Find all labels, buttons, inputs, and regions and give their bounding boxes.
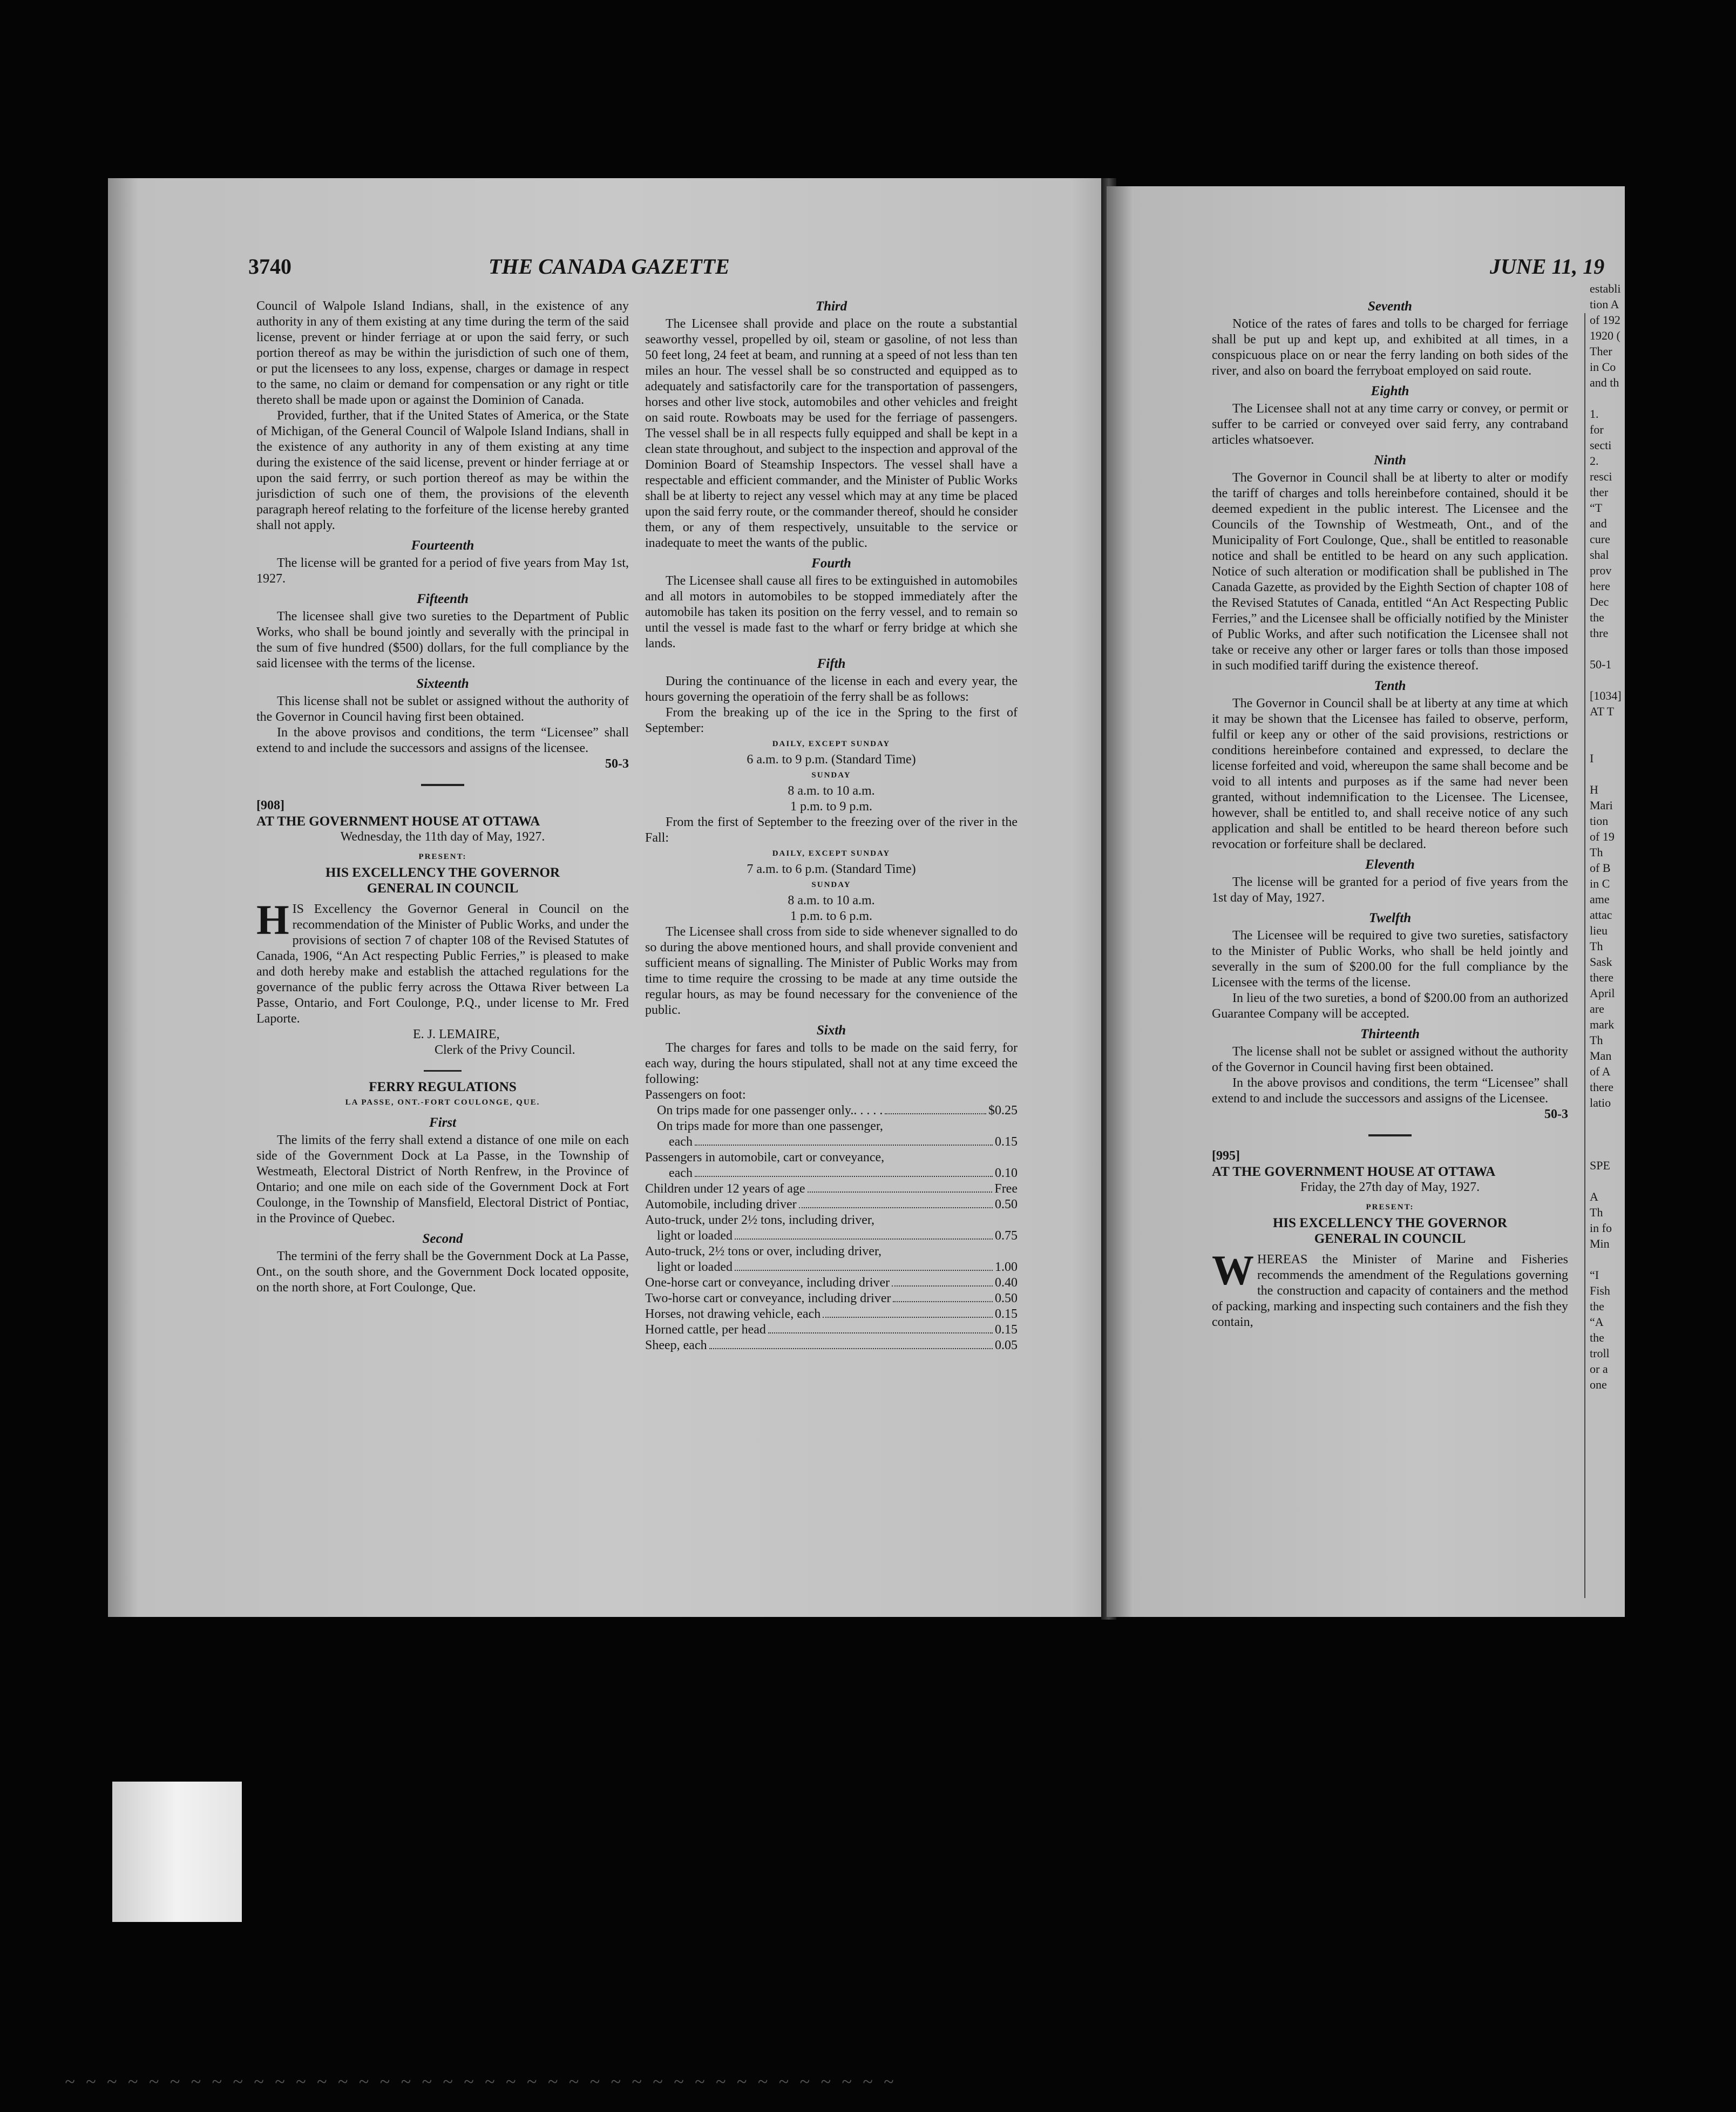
fee-row (645, 1197, 1018, 1213)
fragment-line: Man (1590, 1049, 1612, 1062)
fee-value: Free (994, 1182, 1018, 1196)
page-date: JUNE 11, 19 (1490, 254, 1605, 279)
leader-dots (893, 1291, 993, 1302)
fragment-line: “T (1590, 501, 1603, 515)
fragment-line: Ther (1590, 344, 1612, 358)
fee-label: On trips made for more than one passenger, (657, 1119, 883, 1133)
fragment-line: latio (1590, 1096, 1611, 1109)
paragraph: The Governor in Council shall be at liberty to alter or modify the tariff of charges and tolls hereinbefore contained, should it be deemed expedient in the public interest. The Licensee and the Councils of the Township of Westmeath, Ont., and of the Municipality of Fort Coulonge, Que., shall be entitled to reasonable notice and shall be entitled to be heard on any such application. Notice of such alteration or modification shall be published in The Canada Gazette, as provided by the Eighth Section of chapter 108 of the Revised Statutes of Canada, entitled “An Act Respecting Public Ferries,” and the Licensee shall be officially notified by the Minister of Public Works, and after such notification the Licensee shall not take or receive any other or larger fares or tolls than those imposed in such modified tariff during the existence thereof. (1212, 471, 1568, 673)
fragment-line: one (1590, 1378, 1607, 1391)
drop-cap: W (1212, 1247, 1254, 1294)
fragment-line: in Co (1590, 360, 1616, 374)
paragraph: From the breaking up of the ice in the Spring to the first of September: (645, 706, 1018, 735)
section-heading: Ninth (1374, 453, 1406, 468)
section-heading: Sixteenth (416, 676, 469, 691)
fee-value: 0.15 (995, 1323, 1018, 1337)
column-1 (256, 299, 629, 1296)
fragment-line: Fish (1590, 1284, 1610, 1297)
fee-row (645, 1103, 1018, 1119)
fragment-line: of 19 (1590, 830, 1615, 843)
section-heading: Fifteenth (417, 592, 469, 606)
fee-row (645, 1228, 1018, 1244)
leader-dots (768, 1322, 993, 1333)
fragment-line: of 192 (1590, 313, 1620, 327)
schedule-label: DAILY, EXCEPT SUNDAY (772, 849, 891, 858)
fee-row (645, 1260, 1018, 1275)
fragment-line: [1034] (1590, 689, 1622, 702)
fragment-line: of A (1590, 1065, 1611, 1078)
fee-value: 1.00 (995, 1260, 1018, 1274)
reference-number: 50-3 (605, 757, 629, 771)
fragment-line: mark (1590, 1018, 1615, 1031)
fragment-line: lieu (1590, 924, 1608, 937)
reference-number: 50-3 (1544, 1107, 1568, 1121)
fragment-line: the (1590, 611, 1604, 624)
fee-label: Two-horse cart or conveyance, including driver (645, 1291, 891, 1305)
fee-value: 0.75 (995, 1229, 1018, 1243)
schedule-hours: 8 a.m. to 10 a.m. (788, 784, 875, 798)
fragment-line: Th (1590, 1206, 1603, 1219)
section-heading: Fourth (811, 556, 851, 571)
fee-label: Automobile, including driver (645, 1197, 797, 1211)
schedule-hours: 7 a.m. to 6 p.m. (Standard Time) (747, 862, 916, 876)
fragment-line: prov (1590, 564, 1612, 577)
fragment-line: AT T (1590, 705, 1615, 718)
divider (421, 784, 464, 786)
paragraph: The Licensee shall cross from side to side whenever signalled to do so during the above mentioned hours, and shall provide convenient and sufficient means of signalling. The Minister of Public Works may from time to time require the crossing to be made at any time outside the regular hours, as may be found necessary for the convenience of the public. (645, 925, 1018, 1017)
fee-value: 0.15 (995, 1135, 1018, 1149)
leader-dots (695, 1134, 993, 1146)
regulations-subtitle: LA PASSE, ONT.-FORT COULONGE, QUE. (345, 1098, 540, 1107)
fragment-line: of B (1590, 861, 1611, 875)
section-heading: Thirteenth (1360, 1027, 1420, 1041)
fragment-line: Sask (1590, 955, 1612, 969)
paragraph: This license shall not be sublet or assigned without the authority of the Governor in Council having first been obtained. (256, 694, 629, 724)
fee-label: Horned cattle, per head (645, 1323, 766, 1337)
fragment-line: thre (1590, 626, 1609, 640)
page-number: 3740 (248, 254, 291, 279)
fragment-line: “A (1590, 1315, 1604, 1329)
paragraph: Provided, further, that if the United States of America, or the State of Michigan, of the General Council of Walpole Island Indians, shall in the existence of any authority in any of them existing at any time during the existence of the said license, prevent or hinder ferriage at or upon the said ferrry, or such portion thereof as may be within the jurisdiction of such one of them, the provisions of the eleventh paragraph hereof relating to the forfeiture of the license hereby granted shall not apply. (256, 409, 629, 532)
fragment-line (1590, 766, 1622, 782)
section-heading: Sixth (816, 1023, 846, 1038)
notice-number: [908] (256, 798, 284, 813)
fee-label: each (669, 1135, 693, 1149)
fee-value: $0.25 (988, 1104, 1018, 1118)
paragraph: The termini of the ferry shall be the Government Dock at La Passe, Ont., on the south shore, and the Government Dock located opposite, on the north shore, at Fort Coulonge, Que. (256, 1249, 629, 1295)
paragraph: The Licensee shall not at any time carry or convey, or permit or suffer to be carried or conveyed over said ferry, any contraband articles whatsoever. (1212, 402, 1568, 447)
fragment-line: tion A (1590, 297, 1619, 311)
section-heading: Eleventh (1365, 857, 1415, 872)
fragment-line: I (1590, 752, 1594, 765)
paragraph: In the above provisos and conditions, the term “Licensee” shall extend to and include the successors and assigns of the licensee. (256, 726, 629, 755)
whereas-paragraph (1212, 1247, 1568, 1330)
fragment-line (1590, 1126, 1622, 1142)
fragment-line: SPE (1590, 1159, 1610, 1172)
fee-label: Sheep, each (645, 1338, 707, 1352)
paragraph: Council of Walpole Island Indians, shall, in the existence of any authority in any of them existing at any time during the term of the said license, prevent or hinder ferriage at or upon the said ferry, or such portion thereof as may be within the jurisdiction of such one of them, or put the licensees to any loss, expense, charges or damage in respect to the same, no claim or demand for compensation or any right or title thereto shall be made upon or against the Dominion of Canada. (256, 299, 629, 407)
fragment-line: Th (1590, 845, 1603, 859)
fee-row (645, 1322, 1018, 1338)
leader-dots (735, 1260, 993, 1271)
leader-dots (823, 1307, 993, 1318)
fee-value: 0.40 (995, 1276, 1018, 1290)
fragment-line: tion (1590, 814, 1609, 828)
fee-label: On trips made for one passenger only.. . . . . (657, 1104, 883, 1118)
section-heading: Twelfth (1368, 911, 1412, 925)
regulations-title: FERRY REGULATIONS (369, 1080, 517, 1094)
paragraph: In lieu of the two sureties, a bond of $200.00 from an authorized Guarantee Company will be accepted. (1212, 991, 1568, 1021)
leader-dots (885, 1103, 986, 1114)
paragraph: During the continuance of the license in each and every year, the hours governing the operatioin of the ferry shall be as follows: (645, 674, 1018, 704)
fragment-line: Dec (1590, 595, 1609, 608)
fragment-line: or a (1590, 1362, 1608, 1376)
governor-heading-2: GENERAL IN COUNCIL (1314, 1231, 1466, 1246)
fees-heading: Passengers on foot: (645, 1088, 746, 1102)
paragraph: In the above provisos and conditions, the term “Licensee” shall extend to and include the successors and assigns of the Licensee. (1212, 1076, 1568, 1106)
paragraph: The charges for fares and tolls to be made on the said ferry, for each way, during the hours stipulated, shall not at any time exceed the following: (645, 1041, 1018, 1086)
fee-value: 0.10 (995, 1166, 1018, 1180)
section-heading: Tenth (1374, 679, 1406, 693)
fragment-line: there (1590, 1080, 1613, 1094)
fee-label: One-horse cart or conveyance, including driver (645, 1276, 890, 1290)
fragment-line: there (1590, 971, 1613, 984)
section-heading: Eighth (1371, 384, 1409, 398)
whereas-text: HEREAS the Minister of Marine and Fisheries recommends the amendment of the Regulations governing the construction and capacity of containers and the method of packing, marking and inspecting such containers and the fish they contain, (1212, 1253, 1568, 1329)
section-heading: Third (815, 299, 847, 314)
order-text: IS Excellency the Governor General in Council on the recommendation of the Minister of Public Works, and under the provisions of section 7 of chapter 108 of the Revised Statutes of Canada, 1906, “An Act respecting Public Ferries,” is pleased to make and doth hereby make and establish the attached regulations for the governance of the public ferry across the Ottawa River between La Passe, Ontario, and Fort Coulonge, P.Q., under license to Mr. Fred Laporte. (256, 902, 629, 1026)
section-heading: Fourteenth (411, 538, 474, 553)
bottom-scribble: ~ ~ ~ ~ ~ ~ ~ ~ ~ ~ ~ ~ ~ ~ ~ ~ ~ ~ ~ ~ ~ ~ ~ ~ ~ ~ ~ ~ ~ ~ ~ ~ ~ ~ ~ ~ ~ ~ ~ ~ (65, 2072, 897, 2092)
fragment-line: and (1590, 517, 1607, 530)
page-title: THE CANADA GAZETTE (489, 254, 730, 279)
present-label: PRESENT: (1366, 1203, 1414, 1211)
fee-label: Horses, not drawing vehicle, each (645, 1307, 821, 1321)
notice-number: [995] (1212, 1149, 1240, 1163)
schedule-hours: 6 a.m. to 9 p.m. (Standard Time) (747, 753, 916, 767)
paragraph: The Governor in Council shall be at liberty at any time at which it may be shown that the Licensee has failed to observe, perform, fulfil or keep any or other of the said provisions, restrictions or conditions hereinbefore contained and expressed, to declare the license forfeited and void, whereupon the same shall become and be void to all intents and purposes as if the same had never been granted, without indemnification to the Licensee. The Licensee, however, shall be entitled to, and shall receive notice of any such application and shall be entitled to be heard thereon before such revocation or forfeiture shall be declared. (1212, 696, 1568, 851)
fragment-line: attac (1590, 908, 1612, 922)
column-rule (1584, 313, 1585, 1598)
fee-row (645, 1307, 1018, 1322)
notice-place: AT THE GOVERNMENT HOUSE AT OTTAWA (256, 814, 540, 829)
fee-value: 0.50 (995, 1197, 1018, 1211)
fragment-line: secti (1590, 438, 1612, 452)
fee-row (645, 1181, 1018, 1197)
fragment-line: for (1590, 423, 1604, 436)
fragment-line: here (1590, 579, 1610, 593)
fragment-line: ther (1590, 485, 1609, 499)
fragment-line: Mari (1590, 798, 1613, 812)
present-label: PRESENT: (418, 852, 467, 861)
leader-dots (695, 1166, 993, 1177)
fee-row (645, 1150, 1018, 1166)
leader-dots (892, 1275, 993, 1287)
fee-value: 0.15 (995, 1307, 1018, 1321)
section-heading: First (429, 1115, 457, 1130)
divider (1368, 1134, 1412, 1136)
governor-heading-1: HIS EXCELLENCY THE GOVERNOR (325, 865, 560, 880)
fragment-line: April (1590, 986, 1615, 1000)
fragment-line: A (1590, 1190, 1598, 1203)
fragment-line: cure (1590, 532, 1610, 546)
fee-value: 0.05 (995, 1338, 1018, 1352)
fragment-line: Min (1590, 1237, 1610, 1250)
notice-date: Friday, the 27th day of May, 1927. (1300, 1180, 1480, 1194)
fragment-line (1590, 735, 1622, 750)
fee-row (645, 1338, 1018, 1353)
schedule-hours: 1 p.m. to 9 p.m. (790, 800, 872, 814)
fragment-line: shal (1590, 548, 1609, 561)
fee-label: Auto-truck, 2½ tons or over, including driver, (645, 1244, 881, 1258)
paragraph: The license will be granted for a period of five years from the 1st day of May, 1927. (1212, 875, 1568, 905)
leader-dots (709, 1338, 993, 1349)
fee-row (645, 1291, 1018, 1307)
fragment-line: resci (1590, 470, 1612, 483)
fragment-line (1590, 1251, 1622, 1267)
fragment-line (1590, 1173, 1622, 1189)
paragraph: The licensee shall give two sureties to the Department of Public Works, who shall be bound jointly and severally with the principal in the sum of five hundred ($500) dollars, for the full compliance by the said licensee with the terms of the license. (256, 610, 629, 671)
fee-value: 0.50 (995, 1291, 1018, 1305)
fee-label: light or loaded (657, 1260, 733, 1274)
fragment-line (1590, 719, 1622, 735)
fragment-line: in fo (1590, 1221, 1612, 1235)
signer: E. J. LEMAIRE, (413, 1027, 500, 1041)
fee-label: light or loaded (657, 1229, 733, 1243)
fee-row (645, 1119, 1018, 1134)
fragment-line: the (1590, 1299, 1604, 1313)
fee-table (645, 1103, 1018, 1353)
notice-date: Wednesday, the 11th day of May, 1927. (340, 830, 545, 844)
signer-title: Clerk of the Privy Council. (435, 1043, 575, 1057)
section-heading: Fifth (817, 656, 846, 671)
fragment-line: “I (1590, 1268, 1599, 1282)
paragraph: The limits of the ferry shall extend a distance of one mile on each side of the Government Dock at La Passe, in the Township of Westmeath, Electoral District of North Renfrew, in the Province of Ontario; and one mile on each side of the Government Dock at Fort Coulonge, in the Township of Mansfield, Electoral District of Pontiac, in the Province of Quebec. (256, 1133, 629, 1226)
fragment-line: ame (1590, 892, 1610, 906)
column-3 (1212, 299, 1568, 1330)
fragment-line (1590, 1142, 1622, 1157)
fee-row (645, 1134, 1018, 1150)
fragment-line: Th (1590, 939, 1603, 953)
leader-dots (799, 1197, 993, 1208)
column-2 (645, 299, 1018, 1353)
paragraph: The license will be granted for a period of five years from May 1st, 1927. (256, 556, 629, 586)
fragment-line: establi (1590, 282, 1621, 295)
fee-label: each (669, 1166, 693, 1180)
fragment-line: 2. (1590, 454, 1599, 468)
fragment-line: the (1590, 1331, 1604, 1344)
fragment-line: are (1590, 1002, 1604, 1016)
leader-dots (808, 1181, 993, 1193)
fragment-line (1590, 641, 1622, 656)
fragment-line: 1920 ( (1590, 329, 1620, 342)
fragment-line (1590, 672, 1622, 688)
leader-dots (735, 1228, 993, 1240)
fragment-line: troll (1590, 1346, 1610, 1360)
paragraph: The Licensee shall cause all fires to be extinguished in automobiles and all motors in automobiles to be stopped immediately after the automobile has taken its position on the ferry vessel, and to remain so until the vessel is made fast to the wharf or ferry bridge at which she lands. (645, 574, 1018, 651)
divider (424, 1070, 462, 1072)
notice-place: AT THE GOVERNMENT HOUSE AT OTTAWA (1212, 1165, 1496, 1179)
fee-row (645, 1213, 1018, 1228)
paragraph: The license shall not be sublet or assigned without the authority of the Governor in Council having first been obtained. (1212, 1045, 1568, 1074)
schedule-hours: 8 a.m. to 10 a.m. (788, 893, 875, 908)
fragment-line (1590, 390, 1622, 406)
cropped-column-fragment (1590, 281, 1622, 1392)
section-heading: Seventh (1368, 299, 1412, 314)
governor-heading-1: HIS EXCELLENCY THE GOVERNOR (1272, 1216, 1508, 1230)
fee-row (645, 1275, 1018, 1291)
paper-tab (112, 1782, 242, 1922)
fee-label: Children under 12 years of age (645, 1182, 805, 1196)
fee-label: Auto-truck, under 2½ tons, including driver, (645, 1213, 874, 1227)
schedule-label: SUNDAY (811, 881, 851, 889)
fragment-line: 1. (1590, 407, 1599, 421)
fee-label: Passengers in automobile, cart or conveyance, (645, 1150, 885, 1165)
paragraph: Notice of the rates of fares and tolls to be charged for ferriage shall be put up and kept up, and exhibited at all times, in a conspicuous place on or near the ferry landing on both sides of the river, and also on board the ferryboat employed on said route. (1212, 317, 1568, 378)
fragment-line: Th (1590, 1033, 1603, 1047)
fee-row (645, 1166, 1018, 1181)
fragment-line (1590, 1111, 1622, 1126)
drop-cap: H (256, 896, 289, 943)
order-paragraph (256, 896, 629, 1027)
fragment-line: in C (1590, 877, 1610, 890)
section-heading: Second (422, 1231, 463, 1246)
schedule-hours: 1 p.m. to 6 p.m. (790, 909, 872, 923)
paragraph: The Licensee will be required to give two sureties, satisfactory to the Minister of Public Works, who shall be held jointly and severally in the sum of $200.00 for the full compliance by the Licensee with the terms of the license. (1212, 929, 1568, 990)
schedule-label: DAILY, EXCEPT SUNDAY (772, 740, 891, 748)
schedule-label: SUNDAY (811, 771, 851, 780)
paragraph: From the first of September to the freezing over of the river in the Fall: (645, 815, 1018, 845)
paragraph: The Licensee shall provide and place on the route a substantial seaworthy vessel, propelled by oil, steam or gasoline, of not less than 50 feet long, 24 feet at beam, and running at a speed of not less than ten miles an hour. The vessel shall be so constructed and equipped as to adequately and satisfactorily care for the transportation of passengers, horses and other live stock, automobiles and other vehicles and freight on said route. Rowboats may be used for the ferriage of passengers. The vessel shall be in all respects fully equipped and shall be kept in a clean state throughout, and subject to the inspection and approval of the Dominion Board of Steamship Inspectors. The vessel shall have a respectable and efficient commander, and the Minister of Public Works shall be at liberty to reject any vessel which may at any time be placed upon the said ferry route, or the commander thereof, should he consider them, or any of them respectively, unsuitable to the service or inadequate to meet the wants of the public. (645, 317, 1018, 550)
governor-heading-2: GENERAL IN COUNCIL (367, 881, 519, 896)
fragment-line: and th (1590, 376, 1619, 389)
fee-row (645, 1244, 1018, 1260)
fragment-line: H (1590, 783, 1598, 796)
fragment-line: 50-1 (1590, 658, 1612, 671)
